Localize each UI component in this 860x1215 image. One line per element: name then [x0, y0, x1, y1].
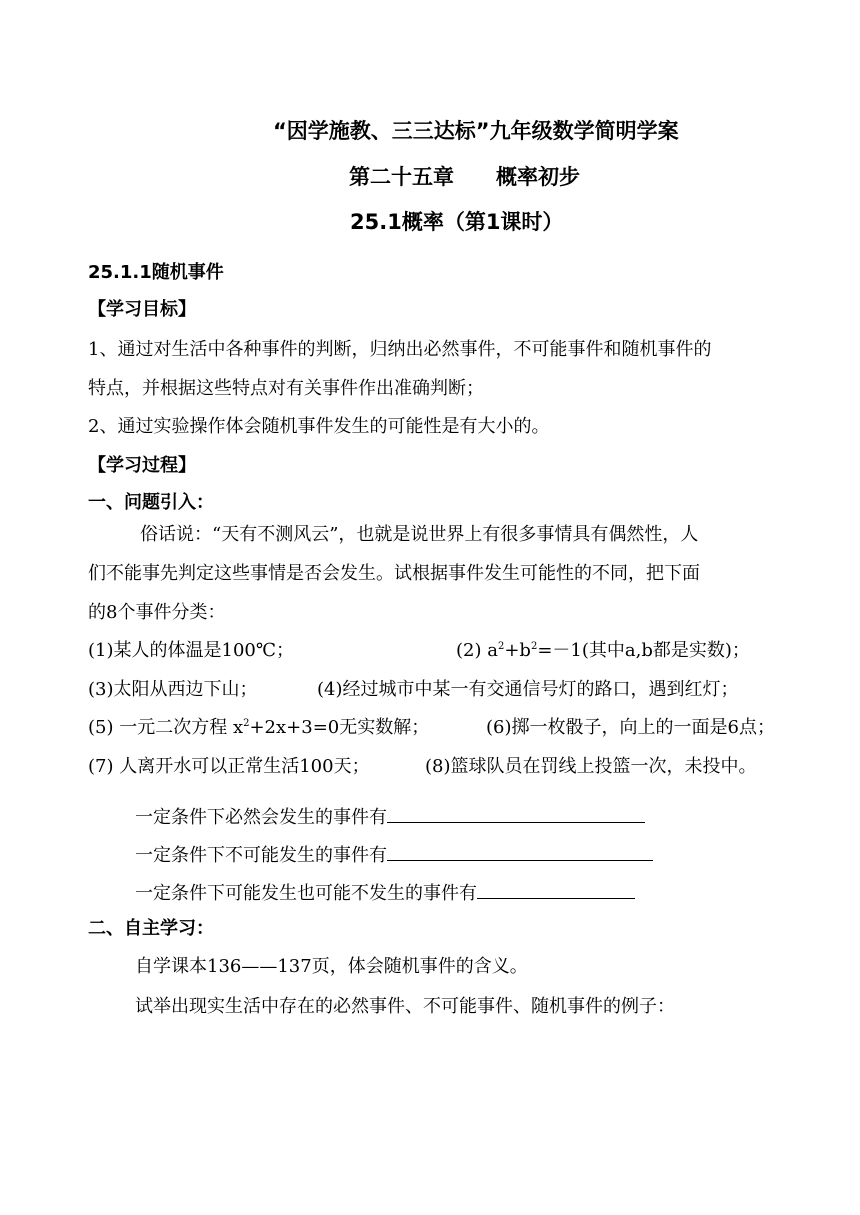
event-3: (3)太阳从西边下山；: [88, 679, 258, 700]
objective-1-line-2: 特点，并根据这些特点对有关事件作出准确判断；: [88, 378, 484, 399]
event-5-suffix: +2x+3=0无实数解；: [249, 717, 430, 738]
event-2-prefix: (2) a: [456, 640, 498, 661]
fill-impossible-label: 一定条件下不可能发生的事件有: [135, 845, 387, 866]
intro-line-2: 们不能事先判定这些事情是否会发生。试根据事件发生可能性的不同，把下面: [88, 563, 700, 584]
objective-1-line-1: 1、通过对生活中各种事件的判断，归纳出必然事件，不可能事件和随机事件的: [88, 339, 712, 360]
event-5: [88, 717, 429, 739]
event-2-exponent-a: 2: [497, 641, 505, 652]
intro-line-3: 的8个事件分类：: [88, 602, 226, 623]
part-1-heading: 一、问题引入：: [88, 492, 214, 513]
chapter-title: 第二十五章 概率初步: [349, 165, 580, 189]
self-study-line-1: 自学课本136——137页，体会随机事件的含义。: [135, 956, 528, 977]
event-2-exponent-b: 2: [530, 641, 538, 652]
process-heading: 【学习过程】: [88, 455, 196, 476]
section-heading: 25.1.1随机事件: [88, 262, 224, 283]
fill-impossible-events: [135, 842, 653, 867]
answer-blank-random[interactable]: [477, 880, 635, 899]
part-2-heading: 二、自主学习：: [88, 918, 214, 939]
event-2-suffix: =－1(其中a,b都是实数)；: [537, 640, 750, 661]
event-2: [456, 640, 750, 662]
answer-blank-certain[interactable]: [387, 804, 645, 823]
objective-2: 2、通过实验操作体会随机事件发生的可能性是有大小的。: [88, 416, 550, 437]
event-5-prefix: (5) 一元二次方程 x: [88, 717, 244, 738]
fill-certain-events: [135, 804, 645, 829]
event-5-exponent: 2: [243, 718, 250, 729]
lesson-title: 25.1概率（第1课时）: [350, 210, 564, 234]
objectives-heading: 【学习目标】: [88, 299, 196, 320]
fill-certain-label: 一定条件下必然会发生的事件有: [135, 807, 387, 828]
event-8: (8)篮球队员在罚线上投篮一次，未投中。: [425, 756, 757, 777]
event-6: (6)掷一枚骰子，向上的一面是6点；: [486, 717, 775, 738]
event-2-middle: +b: [504, 640, 531, 661]
answer-blank-impossible[interactable]: [387, 842, 653, 861]
intro-line-1: 俗话说：“天有不测风云”，也就是说世界上有很多事情具有偶然性，人: [140, 524, 699, 545]
event-1: (1)某人的体温是100℃；: [88, 640, 294, 661]
event-7: (7) 人离开水可以正常生活100天；: [88, 756, 370, 777]
event-4: (4)经过城市中某一有交通信号灯的路口，遇到红灯；: [317, 679, 739, 700]
fill-random-label: 一定条件下可能发生也可能不发生的事件有: [135, 883, 477, 904]
fill-random-events: [135, 880, 635, 905]
document-title: “因学施教、三三达标”九年级数学简明学案: [273, 119, 679, 143]
self-study-line-2: 试举出现实生活中存在的必然事件、不可能事件、随机事件的例子：: [135, 996, 675, 1017]
